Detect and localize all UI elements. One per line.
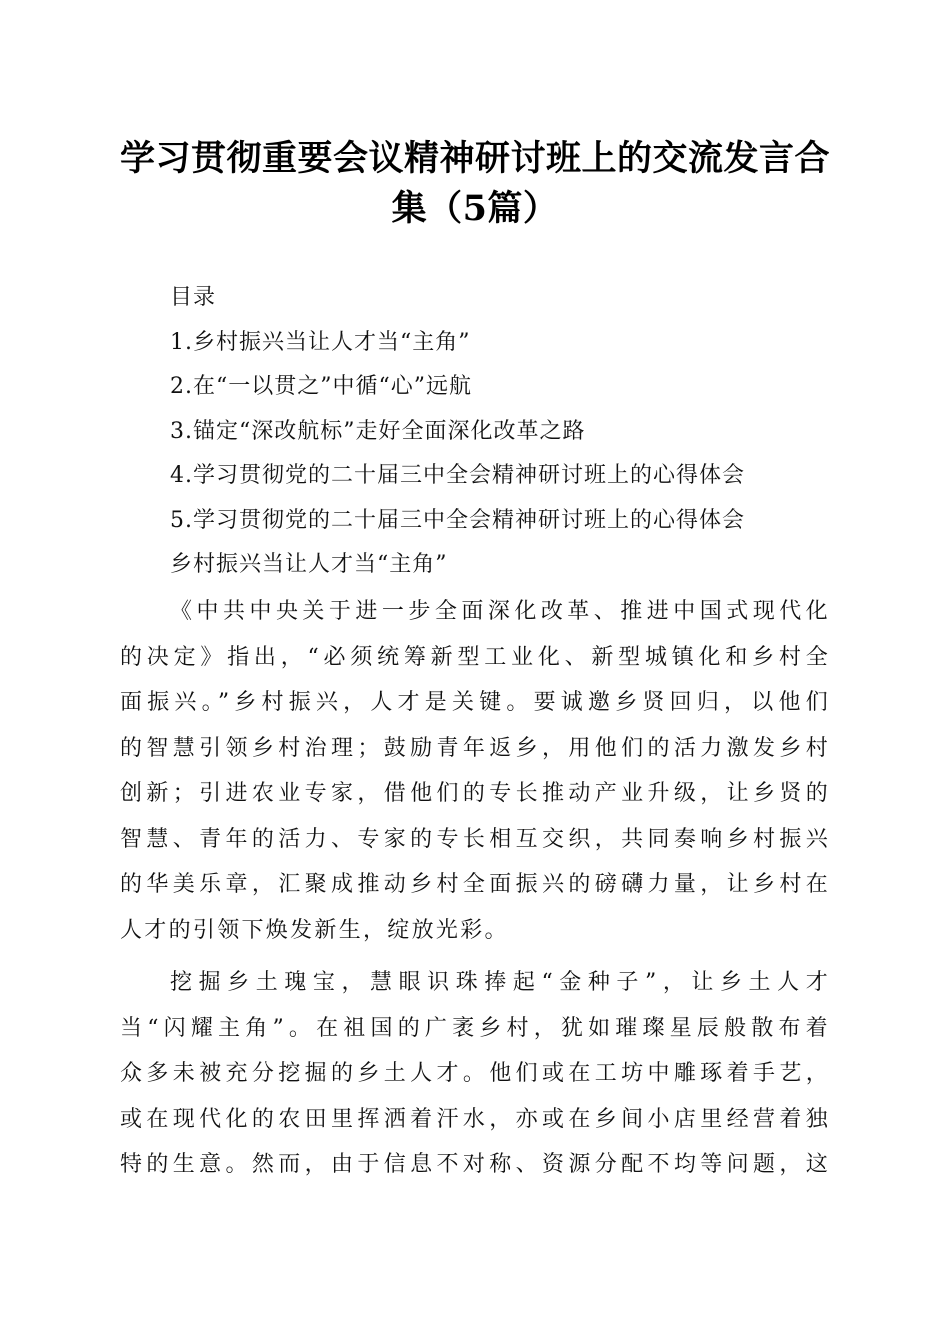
paragraph-line: 智慧、青年的活力、专家的专长相互交织，共同奏响乡村振兴 xyxy=(120,826,830,852)
title-line-1: 学习贯彻重要会议精神研讨班上的交流发言合 xyxy=(119,138,830,179)
paragraph-2 xyxy=(120,960,830,1188)
paragraph-line: 面振兴。”乡村振兴，人才是关键。要诚邀乡贤回归，以他们 xyxy=(120,690,830,715)
table-of-contents xyxy=(170,276,830,588)
paragraph-line: 特的生意。然而，由于信息不对称、资源分配不均等问题，这 xyxy=(120,1152,830,1177)
paragraph-line: 当“闪耀主角”。在祖国的广袤乡村，犹如璀璨星辰般散布着 xyxy=(120,1015,830,1041)
paragraph-line: 的智慧引领乡村治理；鼓励青年返乡，用他们的活力激发乡村 xyxy=(120,735,830,761)
paragraph-line: 人才的引领下焕发新生，绽放光彩。 xyxy=(120,917,509,943)
toc-item: 5.学习贯彻党的二十届三中全会精神研讨班上的心得体会 xyxy=(170,507,745,533)
paragraph-1 xyxy=(120,589,830,953)
paragraph-line: 《中共中央关于进一步全面深化改革、推进中国式现代化 xyxy=(170,599,830,624)
paragraph-line: 创新；引进农业专家，借他们的专长推动产业升级，让乡贤的 xyxy=(120,781,830,806)
body-text xyxy=(120,589,830,1195)
title-line-2: 集（5篇） xyxy=(391,188,559,229)
paragraph-line: 挖掘乡土瑰宝，慧眼识珠捧起“金种子”，让乡土人才 xyxy=(170,970,830,995)
toc-item: 1.乡村振兴当让人才当“主角” xyxy=(170,329,471,355)
toc-item: 2.在“一以贯之”中循“心”远航 xyxy=(170,374,472,399)
document-title xyxy=(100,134,850,234)
toc-item: 4.学习贯彻党的二十届三中全会精神研讨班上的心得体会 xyxy=(170,463,745,488)
toc-item: 3.锚定“深改航标”走好全面深化改革之路 xyxy=(170,418,586,444)
toc-heading: 目录 xyxy=(170,285,217,310)
section-heading: 乡村振兴当让人才当“主角” xyxy=(170,552,448,577)
paragraph-line: 众多未被充分挖掘的乡土人才。他们或在工坊中雕琢着手艺， xyxy=(120,1061,830,1086)
paragraph-line: 的决定》指出，“必须统筹新型工业化、新型城镇化和乡村全 xyxy=(120,644,830,670)
paragraph-line: 的华美乐章，汇聚成推动乡村全面振兴的磅礴力量，让乡村在 xyxy=(120,872,830,897)
paragraph-line: 或在现代化的农田里挥洒着汗水，亦或在乡间小店里经营着独 xyxy=(120,1106,830,1132)
